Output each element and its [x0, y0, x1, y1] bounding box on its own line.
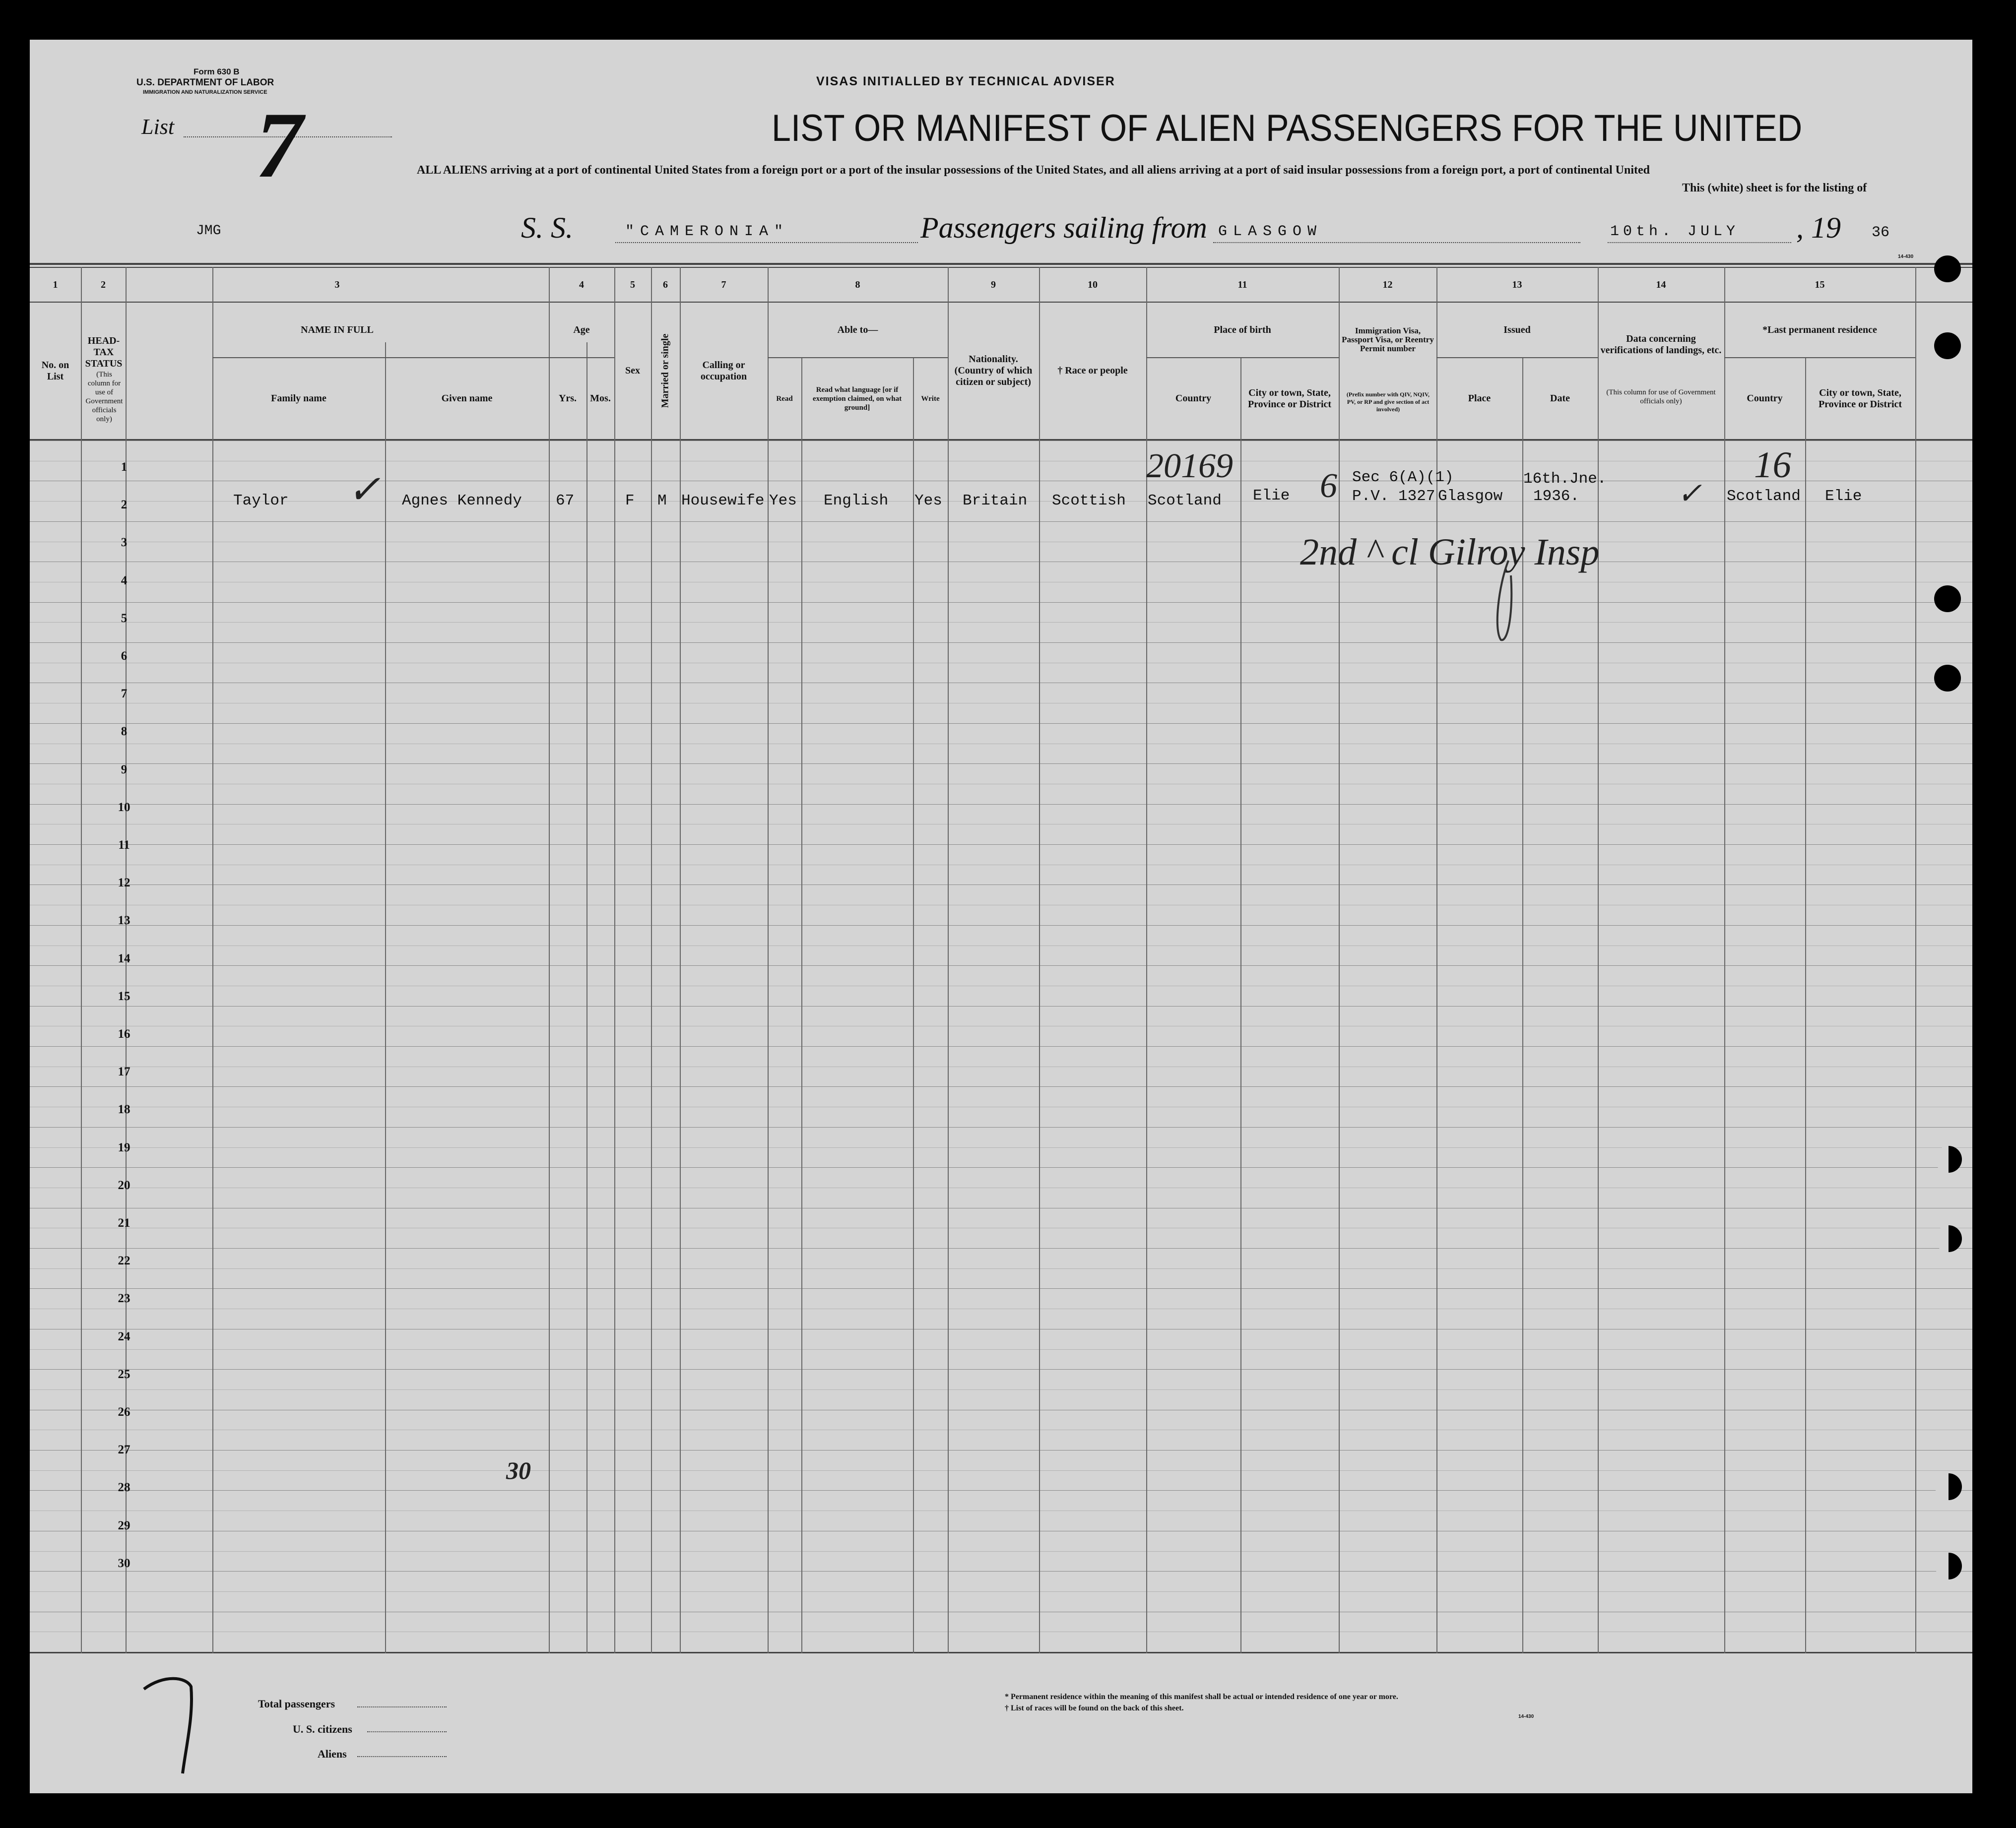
able-write: Yes: [914, 492, 942, 509]
manifest-sheet: [30, 40, 1972, 1793]
row-number: 29: [118, 1518, 130, 1532]
binder-hole: [1934, 255, 1961, 282]
row-number: 27: [118, 1443, 130, 1457]
visas-note: VISAS INITIALLED BY TECHNICAL ADVISER: [816, 74, 1115, 88]
header-issued-date: Date: [1550, 393, 1570, 404]
header-given-name: Given name: [441, 393, 493, 404]
birth-city: Elie: [1253, 487, 1290, 504]
header-birth-city: City or town, State, Province or District: [1247, 387, 1332, 410]
header-issued-place: Place: [1468, 393, 1491, 404]
col-line: [1915, 267, 1916, 1653]
row-number: 26: [118, 1405, 130, 1419]
handwriting-loop: [1489, 556, 1528, 645]
header-write: Write: [921, 394, 940, 403]
col-number-15: 15: [1815, 279, 1825, 290]
header-married-text: Married or single: [659, 333, 671, 408]
row-number: 17: [118, 1065, 130, 1079]
inspector-handwriting: 2nd ^ cl Gilroy Insp: [1300, 531, 1600, 573]
footnote-permanent-residence: * Permanent residence within the meaning of this manifest shall be actual or intended residence of one year or more.: [1005, 1693, 1398, 1701]
header-visa: Immigration Visa, Passport Visa, or Reentry Permit number: [1342, 326, 1434, 353]
col-line: [212, 267, 213, 1653]
ss-label: S. S.: [521, 211, 573, 244]
row-number: 15: [118, 989, 130, 1003]
row-line: [30, 884, 1972, 885]
service: IMMIGRATION AND NATURALIZATION SERVICE: [143, 89, 267, 95]
ship-line: [615, 242, 918, 243]
col-line: [913, 357, 914, 1653]
corner-code: 14-430: [1898, 254, 1914, 259]
issued-date-line1: 16th.Jne.: [1523, 470, 1607, 488]
header-head-tax: HEAD-TAX STATUS: [85, 335, 123, 369]
row-line: [30, 1591, 1972, 1592]
header-last-residence: *Last permanent residence: [1762, 324, 1877, 335]
row-number: 3: [121, 536, 128, 550]
row-line: [30, 1369, 1972, 1370]
col-line: [768, 267, 769, 1653]
year-suffix: 36: [1872, 224, 1890, 241]
row-line: [30, 1006, 1972, 1007]
row-line: [30, 925, 1972, 926]
footer-us-citizens: U. S. citizens: [293, 1723, 352, 1735]
check-mark: ✓: [347, 468, 381, 512]
year-prefix: , 19: [1796, 211, 1841, 244]
header-no-on-list: No. on List: [41, 359, 69, 382]
row-line: [30, 1248, 1972, 1249]
family-name: Taylor: [233, 492, 289, 509]
department: U.S. DEPARTMENT OF LABOR: [136, 77, 274, 88]
row-number: 18: [118, 1103, 130, 1117]
header-calling: Calling or occupation: [700, 359, 747, 382]
col-number-1: 1: [53, 279, 58, 290]
col-line: [1039, 267, 1040, 1653]
col-line: [549, 267, 550, 1653]
row-line: [30, 1127, 1972, 1128]
row-line: [30, 1268, 1972, 1269]
row-number: 4: [121, 573, 128, 587]
header-family-name: Family name: [271, 393, 326, 404]
row-number: 10: [118, 800, 130, 814]
table-bottom-rule: [30, 1652, 1972, 1653]
binder-hole: [1935, 1473, 1962, 1500]
header-data-concerning: Data concerning verifications of landings, etc.: [1600, 333, 1722, 356]
header-able-to: Able to—: [837, 324, 878, 335]
row-number: 28: [118, 1481, 130, 1495]
date-line: [1608, 242, 1791, 243]
footer-dots-2: [367, 1731, 447, 1732]
binder-hole: [1934, 665, 1961, 692]
col-line: [1240, 357, 1241, 1653]
able-read: Yes: [769, 492, 797, 509]
col-line: [801, 357, 802, 1653]
residence-city: Elie: [1825, 488, 1862, 505]
row-line: [30, 1086, 1972, 1087]
header-age: Age: [573, 324, 590, 335]
col-number-12: 12: [1382, 279, 1393, 290]
header-read-language: Read what language [or if exemption claimed, on what ground]: [812, 385, 902, 412]
visa-line1: Sec 6(A)(1): [1352, 469, 1454, 486]
row-line: [30, 642, 1972, 643]
row-line: [30, 1046, 1972, 1047]
port-line: [1213, 242, 1580, 243]
row-number: 11: [118, 838, 130, 852]
col-number-5: 5: [630, 279, 635, 290]
row-line: [30, 1490, 1972, 1491]
given-name: Agnes Kennedy: [402, 492, 522, 509]
issued-date-line2: 1936.: [1533, 488, 1580, 505]
row-number: 13: [118, 914, 130, 928]
header-head-tax-note: (This column for use of Government officials only): [85, 371, 123, 423]
page-title: LIST OR MANIFEST OF ALIEN PASSENGERS FOR THE UNITED: [772, 107, 1803, 149]
port: GLASGOW: [1218, 223, 1323, 240]
header-married: [651, 303, 680, 439]
nationality: Britain: [963, 492, 1028, 509]
residence-handwriting: 16: [1754, 444, 1791, 486]
sex: F: [625, 492, 635, 509]
col-number-10: 10: [1088, 279, 1098, 290]
row-number: 6: [121, 649, 128, 663]
footer-aliens: Aliens: [318, 1748, 347, 1760]
ship-name: "CAMERONIA": [625, 223, 789, 240]
row-number: 7: [121, 687, 128, 701]
row-line: [30, 1167, 1972, 1168]
row-number: 12: [118, 876, 130, 890]
col-line: [1805, 357, 1806, 1653]
col-line: [614, 267, 615, 1653]
row-line: [30, 763, 1972, 764]
col-line: [1724, 267, 1725, 1653]
col-number-2: 2: [101, 279, 106, 290]
row-line: [30, 602, 1972, 603]
header-residence-country: Country: [1747, 393, 1783, 404]
language: English: [824, 492, 889, 509]
row-number: 8: [121, 725, 128, 739]
marital-status: M: [657, 492, 667, 509]
footnote-races: † List of races will be found on the back of this sheet.: [1005, 1704, 1184, 1712]
sailing-label: Passengers sailing from: [920, 211, 1207, 244]
row-line: [30, 1551, 1972, 1552]
row-number: 14: [118, 951, 130, 965]
row-number: 25: [118, 1367, 130, 1381]
row-number: 5: [121, 611, 128, 625]
row27-handwriting: 30: [506, 1456, 531, 1484]
row-line: [30, 521, 1972, 522]
race: Scottish: [1052, 492, 1126, 509]
sailing-date: 10th. JULY: [1610, 223, 1740, 240]
row-number: 22: [118, 1254, 130, 1268]
form-number: Form 630 B: [194, 67, 240, 76]
header-read: Read: [776, 394, 793, 403]
row-line: [30, 1349, 1972, 1350]
table-top-rule: [30, 263, 1972, 265]
visa-line2: P.V. 1327: [1352, 488, 1435, 505]
footer-tally-mark: [139, 1667, 208, 1781]
row-line: [30, 804, 1972, 805]
birth-country-handwriting: 20169: [1146, 447, 1233, 485]
row-number: 20: [118, 1178, 130, 1192]
col-number-7: 7: [721, 279, 726, 290]
header-sex: Sex: [625, 365, 640, 376]
row-number: 2: [121, 498, 128, 512]
row-number: 21: [118, 1216, 130, 1230]
age-years: 67: [556, 492, 575, 509]
row-line: [30, 965, 1972, 966]
row-number: 23: [118, 1292, 130, 1306]
footer-dots-3: [357, 1756, 447, 1757]
col-number-9: 9: [991, 279, 996, 290]
header-issued: Issued: [1503, 324, 1531, 335]
col-number-3: 3: [334, 279, 340, 290]
col-line: [948, 267, 949, 1653]
header-yrs: Yrs.: [558, 393, 577, 404]
footer-code: 14-430: [1518, 1714, 1534, 1719]
header-data-note: (This column for use of Government officials only): [1606, 388, 1716, 405]
col-number-11: 11: [1237, 279, 1247, 290]
row-line: [30, 622, 1972, 623]
row-line: [30, 844, 1972, 845]
binder-hole: [1935, 1553, 1962, 1579]
col-line: [586, 342, 587, 1653]
header-nationality: Nationality. (Country of which citizen or subject): [954, 354, 1033, 387]
binder-hole: [1934, 585, 1961, 612]
subtitle-line2: This (white) sheet is for the listing of: [1682, 182, 1867, 194]
row-line: [30, 1470, 1972, 1471]
birth-country: Scotland: [1148, 492, 1222, 509]
col-number-8: 8: [855, 279, 860, 290]
issued-place: Glasgow: [1438, 488, 1503, 505]
col-line: [385, 342, 386, 1653]
row-line: [30, 1389, 1972, 1390]
row-line: [30, 1288, 1972, 1289]
binder-hole: [1935, 1225, 1962, 1252]
binder-hole: [1934, 332, 1961, 359]
col-line: [680, 267, 681, 1653]
header-birth-country: Country: [1175, 393, 1212, 404]
header-mos: Mos.: [590, 393, 611, 404]
col-line: [1339, 267, 1340, 1653]
binder-hole: [1935, 1146, 1962, 1173]
initials: JMG: [196, 223, 221, 239]
landing-check: ✓: [1677, 477, 1702, 510]
header-race: † Race or people: [1057, 365, 1128, 376]
occupation: Housewife: [681, 492, 765, 509]
list-number: 7: [256, 93, 303, 197]
visa-handwriting: 6: [1320, 467, 1337, 505]
header-place-of-birth: Place of birth: [1214, 324, 1271, 335]
row-line: [30, 1571, 1972, 1572]
header-name-in-full: NAME IN FULL: [301, 324, 374, 335]
col-number-4: 4: [579, 279, 584, 290]
list-label: List: [141, 115, 175, 139]
row-line: [30, 1147, 1972, 1148]
row-number: 16: [118, 1027, 130, 1041]
residence-country: Scotland: [1727, 488, 1801, 505]
col-number-13: 13: [1512, 279, 1522, 290]
col-number-6: 6: [663, 279, 668, 290]
footer-total-passengers: Total passengers: [258, 1698, 335, 1710]
footer-dots-1: [357, 1706, 447, 1707]
row-number: 30: [118, 1556, 130, 1570]
row-number: 19: [118, 1140, 130, 1154]
col-line: [651, 267, 652, 1653]
subtitle-line1: ALL ALIENS arriving at a port of continental United States from a foreign port or a port of the insular possessions of the United States, and all aliens arriving at a port of said insular possessions from a foreign port, a port of continental United: [417, 164, 1650, 177]
row-line: [30, 723, 1972, 724]
col-line: [81, 267, 82, 1653]
header-visa-note: (Prefix number with QIV, NQIV, PV, or RP and give section of act involved): [1346, 390, 1430, 413]
row-number: 1: [121, 460, 128, 474]
col-number-14: 14: [1656, 279, 1666, 290]
row-number: 9: [121, 762, 128, 776]
row-number: 24: [118, 1329, 130, 1343]
header-residence-city: City or town, State, Province or District: [1818, 387, 1902, 410]
